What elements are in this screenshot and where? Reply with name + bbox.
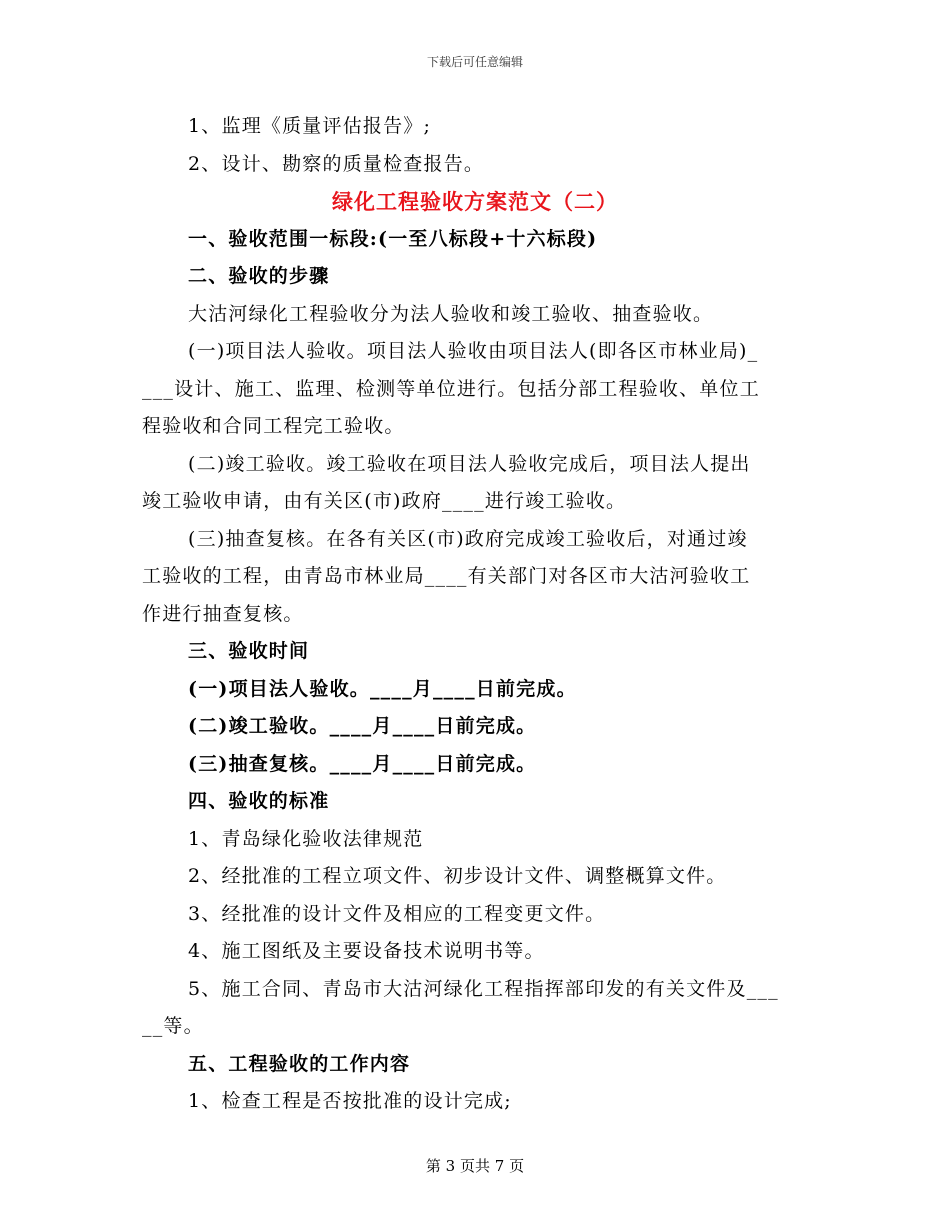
heading-standards: 四、验收的标准 <box>188 790 330 812</box>
heading-steps: 二、验收的步骤 <box>188 265 330 287</box>
text-line-9: 程验收和合同工程完工验收。 <box>142 415 405 437</box>
text-line-18: (三)抽查复核。____月____日前完成。 <box>188 752 537 775</box>
text-line-12: (三)抽查复核。在各有关区(市)政府完成竣工验收后，对通过竣 <box>188 527 748 550</box>
text-line-8: ___设计、施工、监理、检测等单位进行。包括分部工程验收、单位工 <box>142 377 760 400</box>
text-line-21: 2、经批准的工程立项文件、初步设计文件、调整概算文件。 <box>188 865 727 887</box>
text-line-24: 5、施工合同、青岛市大沽河绿化工程指挥部印发的有关文件及___ <box>188 977 779 1000</box>
text-line-16: (一)项目法人验收。____月____日前完成。 <box>188 677 577 700</box>
text-line-6: 大沽河绿化工程验收分为法人验收和竣工验收、抽查验收。 <box>188 302 714 325</box>
heading-scope: 一、验收范围一标段:(一至八标段+十六标段) <box>188 227 598 250</box>
heading-work-content: 五、工程验收的工作内容 <box>188 1052 411 1075</box>
heading-time: 三、验收时间 <box>188 640 310 662</box>
text-line-7: (一)项目法人验收。项目法人验收由项目法人(即各区市林业局)_ <box>188 340 759 362</box>
text-line-17: (二)竣工验收。____月____日前完成。 <box>188 715 537 737</box>
text-line-20: 1、青岛绿化验收法律规范 <box>188 827 424 850</box>
text-line-27: 1、检查工程是否按批准的设计完成; <box>188 1090 512 1112</box>
text-line-13: 工验收的工程，由青岛市林业局____有关部门对各区市大沽河验收工 <box>142 565 751 587</box>
text-line-25: __等。 <box>142 1015 204 1037</box>
text-line-22: 3、经批准的设计文件及相应的工程变更文件。 <box>188 902 606 925</box>
section-title: 绿化工程验收方案范文（二） <box>332 189 618 214</box>
page-footer: 第 3 页共 7 页 <box>425 1157 525 1175</box>
text-line-2: 2、设计、勘察的质量检查报告。 <box>188 152 485 175</box>
page-header: 下载后可任意编辑 <box>426 55 523 69</box>
text-line-10: (二)竣工验收。竣工验收在项目法人验收完成后，项目法人提出 <box>188 452 751 475</box>
text-line-14: 作进行抽查复核。 <box>142 602 304 625</box>
document-body <box>142 108 808 1121</box>
text-line-11: 竣工验收申请，由有关区(市)政府____进行竣工验收。 <box>142 490 627 512</box>
text-line-1: 1、监理《质量评估报告》; <box>188 115 432 137</box>
text-line-23: 4、施工图纸及主要设备技术说明书等。 <box>188 940 545 962</box>
